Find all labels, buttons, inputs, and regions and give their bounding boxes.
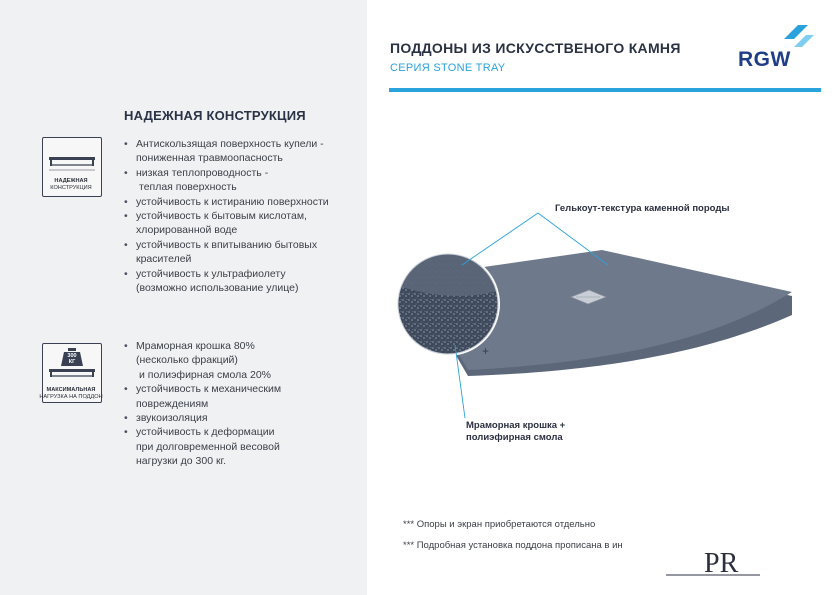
features-panel [0, 0, 367, 595]
construction-icon-caption: НАДЕЖНАЯ КОНСТРУКЦИЯ [50, 178, 92, 191]
list-item: • устойчивость к деформации при долговременной весовой нагрузки до 300 кг. [124, 425, 364, 468]
weight-icon-caption: МАКСИМАЛЬНАЯ НАГРУЗКА НА ПОДДОН [39, 387, 103, 400]
section-title: НАДЕЖНАЯ КОНСТРУКЦИЯ [124, 108, 306, 123]
list-item: • устойчивость к бытовым кислотам, хлорированной воде [124, 209, 364, 238]
footnote-supports: *** Опоры и экран приобретаются отдельно [403, 519, 596, 530]
signature-logo-icon [664, 542, 764, 582]
list-item: • низкая теплопроводность - теплая поверхность [124, 166, 364, 195]
features-list-surface [124, 137, 364, 295]
page-subtitle: СЕРИЯ STONE TRAY [390, 62, 506, 74]
footnote-installation: *** Подробная установка поддона прописана в ин [403, 540, 623, 551]
page-title: ПОДДОНЫ ИЗ ИСКУССТВЕНОГО КАМНЯ [390, 40, 681, 56]
svg-text:PR: PR [704, 548, 739, 579]
weight-unit: КГ [68, 358, 76, 365]
list-item: • Мраморная крошка 80% (несколько фракций) и полиэфирная смола 20% [124, 339, 364, 382]
callout-marble: Мраморная крошка + полиэфирная смола [466, 420, 566, 443]
list-item: • устойчивость к впитыванию бытовых красителей [124, 238, 364, 267]
list-item: • Антискользящая поверхность купели - пониженная травмоопасность [124, 137, 364, 166]
list-item: • устойчивость к ультрафиолету (возможно использование улице) [124, 267, 364, 296]
weight-value: 300 [67, 353, 77, 359]
brand-logo: RGW [738, 48, 791, 71]
header-divider [389, 88, 821, 92]
callout-gelcoat: Гелькоут-текстура каменной породы [555, 203, 730, 214]
list-item: • устойчивость к истиранию поверхности [124, 195, 364, 209]
list-item: • звукоизоляция [124, 411, 364, 425]
features-list-material [124, 339, 364, 469]
zoom-plus-icon: + [482, 344, 490, 358]
product-illustration [390, 185, 830, 445]
list-item: • устойчивость к механическим повреждениям [124, 382, 364, 411]
